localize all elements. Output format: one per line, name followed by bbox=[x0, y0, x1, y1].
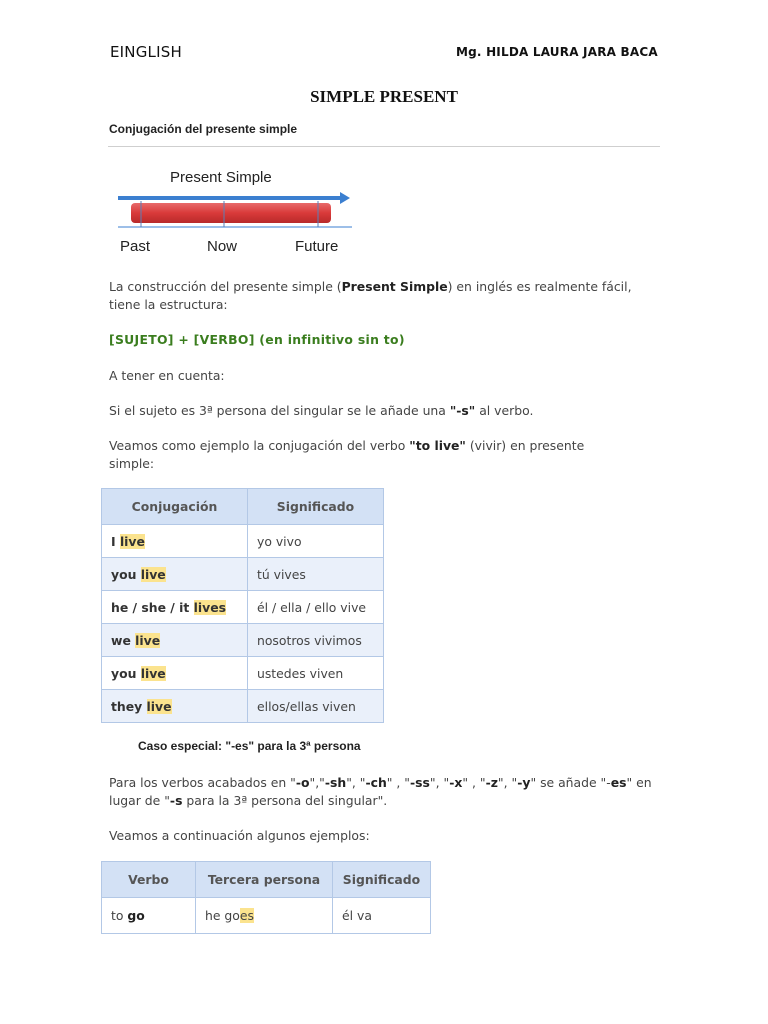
table-header: Significado bbox=[248, 489, 384, 525]
examples-table bbox=[101, 861, 431, 934]
timeline-now: Now bbox=[207, 238, 238, 255]
table-row: he / she / it lives él / ella / ello vive bbox=[102, 591, 384, 624]
timeline-bar bbox=[131, 203, 331, 223]
page-subtitle: Conjugación del presente simple bbox=[109, 122, 298, 136]
table-row: you live tú vives bbox=[102, 558, 384, 591]
timeline-diagram bbox=[116, 165, 356, 260]
example-text: Veamos como ejemplo la conjugación del verbo "to live" (vivir) en presente simple: bbox=[109, 438, 585, 471]
table-header: Significado bbox=[333, 862, 431, 898]
timeline-arrowhead bbox=[340, 192, 350, 204]
timeline-future: Future bbox=[295, 238, 339, 255]
header-subject: EINGLISH bbox=[110, 43, 182, 61]
table-header: Verbo bbox=[102, 862, 196, 898]
rule-text: Si el sujeto es 3ª persona del singular se le añade una "-s" al verbo. bbox=[109, 403, 534, 418]
examples-intro: Veamos a continuación algunos ejemplos: bbox=[109, 828, 370, 843]
conjugation-table bbox=[101, 488, 384, 723]
timeline-past: Past bbox=[120, 238, 151, 255]
divider bbox=[108, 146, 660, 147]
special-case-paragraph: Para los verbos acabados en "-o","-sh", "-ch" , "-ss", "-x" , "-z", "-y" se añade "-es" en lugar de "-s para la 3ª persona del singular". bbox=[109, 775, 652, 808]
table-header: Tercera persona bbox=[196, 862, 333, 898]
table-row: you live ustedes viven bbox=[102, 657, 384, 690]
special-case-heading: Caso especial: "-es" para la 3ª persona bbox=[138, 739, 361, 753]
table-row: we live nosotros vivimos bbox=[102, 624, 384, 657]
table-row: I live yo vivo bbox=[102, 525, 384, 558]
table-row: they live ellos/ellas viven bbox=[102, 690, 384, 723]
timeline-label: Present Simple bbox=[170, 169, 272, 186]
note-text: A tener en cuenta: bbox=[109, 368, 225, 383]
header-author: Mg. HILDA LAURA JARA BACA bbox=[456, 45, 658, 59]
intro-paragraph: La construcción del presente simple (Present Simple) en inglés es realmente fácil, tiene la estructura: bbox=[109, 279, 632, 312]
page-title: SIMPLE PRESENT bbox=[310, 87, 458, 106]
structure-formula: [SUJETO] + [VERBO] (en infinitivo sin to) bbox=[109, 332, 405, 347]
table-row: to go he goes él va bbox=[102, 898, 431, 934]
table-header: Conjugación bbox=[102, 489, 248, 525]
